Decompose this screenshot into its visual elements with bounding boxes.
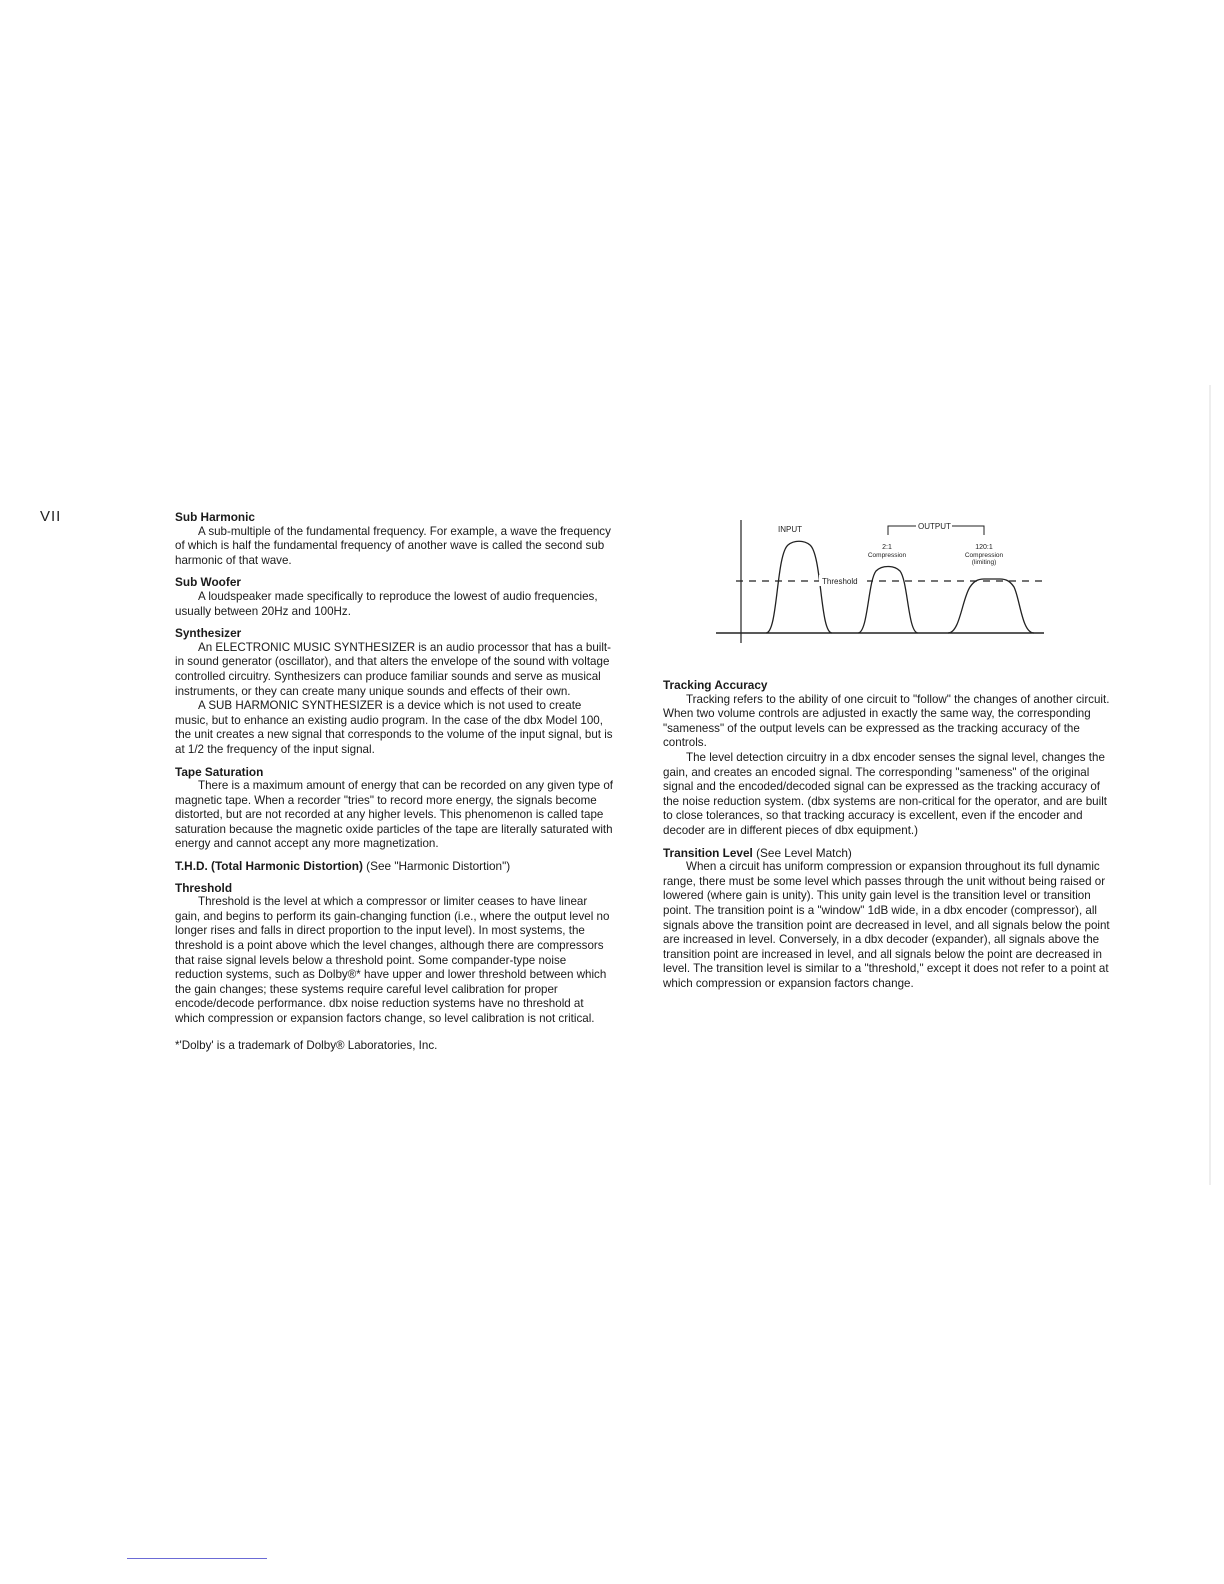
definition-paragraph: Threshold is the level at which a compressor or limiter ceases to have linear gain, and begins to perform its gain-changing function (i.e., where the output level no longer rises and falls in direct proportion to the input level). In most systems, the threshold is a point above which the level changes, although there are compressors that raise signal levels below a threshold point. Some compander-type noise reduction systems, such as Dolby®* have upper and lower threshold between which the gain changes; these systems require careful level calibration for proper encode/decode performance. dbx noise reduction systems have no threshold at which compression or expansion factors change, so level calibration is not critical. bbox=[175, 895, 610, 1025]
entry-tape-saturation bbox=[175, 765, 615, 853]
term-heading: Tracking Accuracy bbox=[663, 678, 768, 692]
term-title: Transition Level bbox=[663, 845, 753, 860]
page-edge-shadow bbox=[1209, 385, 1211, 1185]
cross-reference: (See Level Match) bbox=[756, 845, 852, 860]
entry-synthesizer bbox=[175, 626, 615, 757]
definition-paragraph: The level detection circuitry in a dbx encoder senses the signal level, changes the gain, and creates an encoded signal. The corresponding "sameness" of the original signal and the encoded/decoded signal can be expressed as the tracking accuracy of the noise reduction system. (dbx systems are non-critical for the operator, and are built to close tolerances, so that tracking accuracy is excellent, even if the encoder and decoder are in different pieces of dbx equipment.) bbox=[663, 750, 1107, 837]
definition-paragraph: A loudspeaker made specifically to reproduce the lowest of audio frequencies, usually between 20Hz and 100Hz. bbox=[175, 589, 598, 618]
footnote: *'Dolby' is a trademark of Dolby® Laboratories, Inc. bbox=[175, 1038, 438, 1052]
definition-paragraph: When a circuit has uniform compression or expansion throughout its full dynamic range, there must be some level which passes through the unit without being raised or lowered (where gain is unity). This unity gain level is the transition level or transition point. The transition point is a "window" 1dB wide, in a dbx encoder (compressor), all signals above the transition point are decreased in level, and all signals below the point are increased in level. Conversely, in a dbx decoder (expander), all signals above the transition point are increased in level, and all signals below the point are decreased in level. The transition level is similar to a "threshold," except it does not refer to a point at which compression or expansion factors change. bbox=[663, 860, 1110, 990]
input-label: INPUT bbox=[778, 525, 802, 534]
ratio-2-1-label: 2:1 bbox=[882, 544, 892, 551]
definition-paragraph: There is a maximum amount of energy that can be recorded on any given type of magnetic tape. When a recorder "tries" to record more energy, the signals become distorted, but are not recorded at any higher levels. This phenomenon is called tape saturation because the magnetic oxide particles of the tape are literally saturated with energy and cannot accept any more magnetization. bbox=[175, 779, 614, 851]
compression-label: Compression bbox=[867, 552, 907, 559]
entry-sub-harmonic bbox=[175, 510, 615, 568]
limiting-label: (limiting) bbox=[971, 559, 997, 566]
term-heading: Synthesizer bbox=[175, 626, 242, 641]
entry-sub-woofer bbox=[175, 575, 615, 619]
page-number: VII bbox=[40, 508, 62, 525]
ratio-120-1-label: 120:1 bbox=[975, 544, 993, 551]
definition-paragraph: A SUB HARMONIC SYNTHESIZER is a device which is not used to create music, but to enhance an existing audio program. In the case of the dbx Model 100, the unit creates a new signal that corresponds to the volume of the input signal, but is at 1/2 the frequency of the input signal. bbox=[175, 699, 613, 756]
output-label: OUTPUT bbox=[918, 522, 951, 531]
term-heading bbox=[175, 859, 615, 874]
left-column bbox=[175, 510, 615, 1053]
cross-reference: (See "Harmonic Distortion") bbox=[366, 859, 511, 874]
entry-transition-level bbox=[663, 846, 1113, 992]
diagram-svg bbox=[716, 515, 1046, 650]
compression-limiting-label: Compression bbox=[964, 552, 1004, 559]
entry-threshold bbox=[175, 881, 615, 1027]
term-title: T.H.D. (Total Harmonic Distortion) bbox=[175, 859, 363, 874]
term-heading: Threshold bbox=[175, 880, 233, 895]
definition-paragraph: An ELECTRONIC MUSIC SYNTHESIZER is an audio processor that has a built-in sound generator (oscillator), and that alters the envelope of the sound with voltage controlled circuitry. Synthesizers can produce familiar sounds and serve as musical instruments, or they can create many unique sounds and effects of their own. bbox=[175, 640, 612, 698]
footer-rule bbox=[127, 1558, 267, 1559]
term-heading: Tape Saturation bbox=[175, 764, 264, 779]
entry-thd bbox=[175, 859, 615, 874]
term-heading: Sub Woofer bbox=[175, 575, 241, 590]
entry-tracking-accuracy bbox=[663, 678, 1113, 839]
threshold-label: Threshold bbox=[822, 577, 858, 586]
right-column bbox=[663, 678, 1113, 998]
term-heading bbox=[663, 846, 1113, 861]
limiting-waveform bbox=[948, 579, 1034, 633]
term-heading: Sub Harmonic bbox=[175, 510, 255, 524]
threshold-diagram bbox=[716, 515, 1046, 650]
definition-paragraph: A sub-multiple of the fundamental frequency. For example, a wave the frequency of which is half the fundamental frequency of another wave is called the second sub harmonic of that wave. bbox=[175, 524, 611, 567]
input-waveform bbox=[766, 541, 832, 633]
definition-paragraph: Tracking refers to the ability of one circuit to "follow" the changes of another circuit. When two volume controls are adjusted in exactly the same way, the corresponding "sameness" of the output levels can be expressed as the tracking accuracy of the controls. bbox=[663, 692, 1110, 750]
